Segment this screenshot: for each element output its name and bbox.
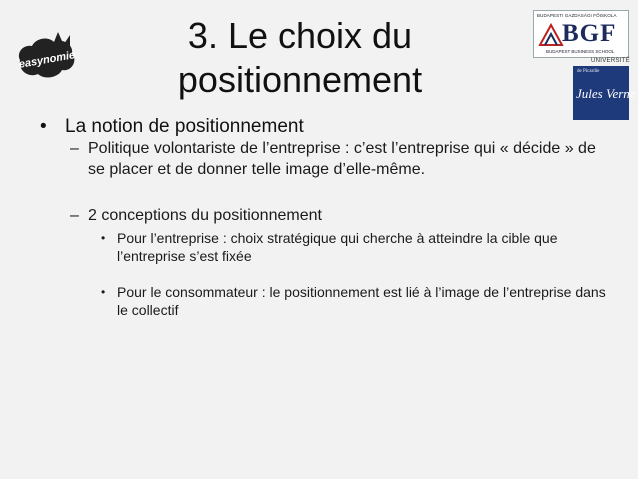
slide-title-line2: positionnement: [177, 59, 423, 100]
bullet-marker: •: [40, 116, 47, 137]
upjv-logo-univ: UNIVERSITÉ: [590, 58, 630, 64]
bgf-logo: [533, 10, 629, 58]
bgf-logo-bottom-text: BUDAPEST BUSINESS SCHOOL: [546, 49, 615, 54]
sub-bullet-1-text: Politique volontariste de l’entreprise : c’est l’entreprise qui « décide » de se placer et de donner telle image d’elle-même.: [88, 140, 596, 178]
dash-marker: –: [70, 207, 79, 224]
bullet-marker: •: [101, 285, 106, 299]
slide-title: [150, 14, 450, 102]
easynomie-logo-text: easynomie: [17, 49, 77, 71]
bgf-emblem-icon: [538, 21, 564, 47]
bullet-marker: •: [101, 231, 106, 245]
easynomie-logo: [14, 30, 78, 82]
upjv-logo-small: de Picardie: [577, 69, 600, 74]
bullet-1-text: La notion de positionnement: [65, 116, 304, 137]
upjv-logo-box: [573, 66, 636, 120]
sub-bullet-2-text: 2 conceptions du positionnement: [88, 207, 322, 224]
upjv-logo-name: Jules Verne: [576, 86, 636, 101]
sub-sub-bullet-1-text: Pour l’entreprise : choix stratégique qui cherche à atteindre la cible que l’entreprise s’est fixée: [117, 230, 558, 264]
upjv-logo: [572, 58, 636, 120]
bgf-logo-top-text: BUDAPESTI GAZDASÁGI FŐISKOLA: [537, 13, 617, 18]
bgf-logo-word: BGF: [562, 20, 617, 47]
dash-marker: –: [70, 140, 79, 157]
slide-title-line1: 3. Le choix du: [187, 15, 413, 56]
sub-sub-bullet-2-text: Pour le consommateur : le positionnement est lié à l’image de l’entreprise dans le collectif: [117, 284, 606, 318]
